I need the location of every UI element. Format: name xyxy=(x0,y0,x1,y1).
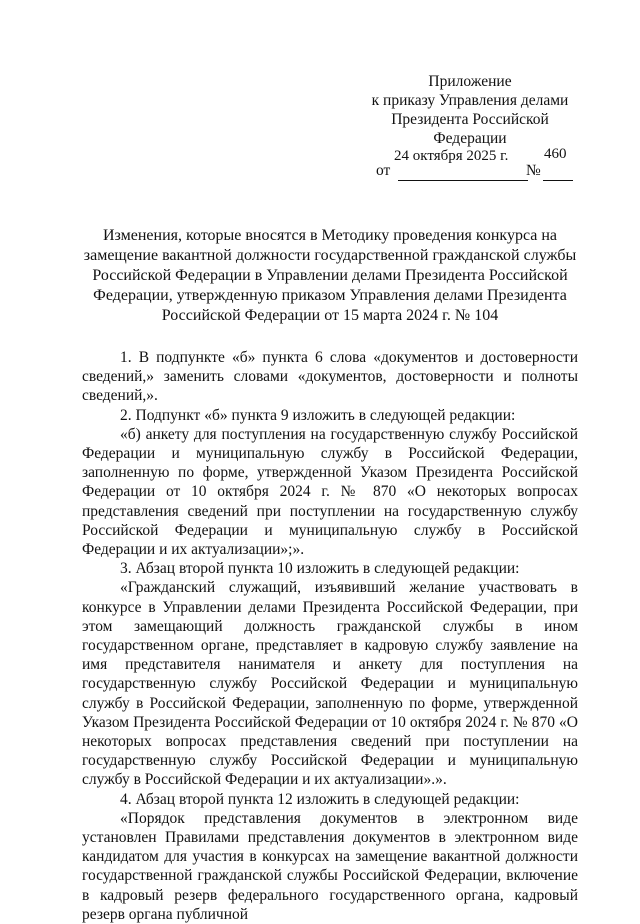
order-reference xyxy=(376,146,576,182)
paragraph: 1. В подпункте «б» пункта 6 слова «документов и достоверности сведений,» заменить словами «документов, достоверности и полноты сведений,». xyxy=(82,349,578,405)
paragraph: 2. Подпункт «б» пункта 9 изложить в следующей редакции: xyxy=(120,406,516,424)
appendix-line: Федерации xyxy=(433,130,507,147)
order-number-field xyxy=(543,162,573,181)
title-line: Российской Федерации от 15 марта 2024 г. № 104 xyxy=(161,307,499,324)
title-line: Федерации, утвержденную приказом Управления делами Президента xyxy=(93,287,567,304)
order-from-label: от xyxy=(376,162,391,179)
paragraph: «б) анкету для поступления на государственную службу Российской Федерации и муниципальную службу в Российской Федерации, заполненную по форме, утвержденной Указом Президента Российской Федерации от 10 октября 2024 г. № 870 «О некоторых вопросах представления сведений при поступлении на государственную службу Российской Федерации и муниципальную службу в Российской Федерации и их актуализации»;». xyxy=(82,425,578,559)
appendix-line: Приложение xyxy=(428,73,512,90)
paragraph: 3. Абзац второй пункта 10 изложить в следующей редакции: xyxy=(120,560,520,578)
paragraph: «Гражданский служащий, изъявивший желание участвовать в конкурсе в Управлении делами Президента Российской Федерации, при этом замещающий должность гражданской службы в ином государственном органе, представляет в кадровую службу заявление на имя представителя нанимателя и анкету для поступления на государственную службу Российской Федерации и муниципальную службу в Российской Федерации, заполненную по форме, утвержденной Указом Президента Российской Федерации от 10 октября 2024 г. № 870 «О некоторых вопросах представления сведений при поступлении на государственную службу Российской Федерации и муниципальную службу в Российской Федерации и их актуализации».». xyxy=(82,579,578,789)
appendix-line: к приказу Управления делами xyxy=(371,92,569,109)
order-number: 460 xyxy=(544,146,567,162)
paragraph: «Порядок представления документов в электронном виде установлен Правилами представления документов в электронном виде кандидатом для участия в конкурсах на замещение вакантной должности государственной гражданской службы Российской Федерации, включение в кадровый резерв федерального государственного органа, кадровый резерв органа публичной xyxy=(82,809,578,923)
title-line: Российской Федерации в Управлении делами Президента Российской xyxy=(92,267,568,284)
appendix-line: Президента Российской xyxy=(391,111,549,128)
paragraph: 4. Абзац второй пункта 12 изложить в следующей редакции: xyxy=(120,790,520,808)
document-title xyxy=(60,226,600,326)
order-number-label: № xyxy=(526,162,541,179)
title-line: Изменения, которые вносятся в Методику проведения конкурса на xyxy=(102,227,558,244)
order-date: 24 октября 2025 г. xyxy=(394,148,509,164)
document-body xyxy=(82,348,578,924)
appendix-header xyxy=(360,72,580,148)
title-line: замещение вакантной должности государственной гражданской службы xyxy=(83,247,577,264)
